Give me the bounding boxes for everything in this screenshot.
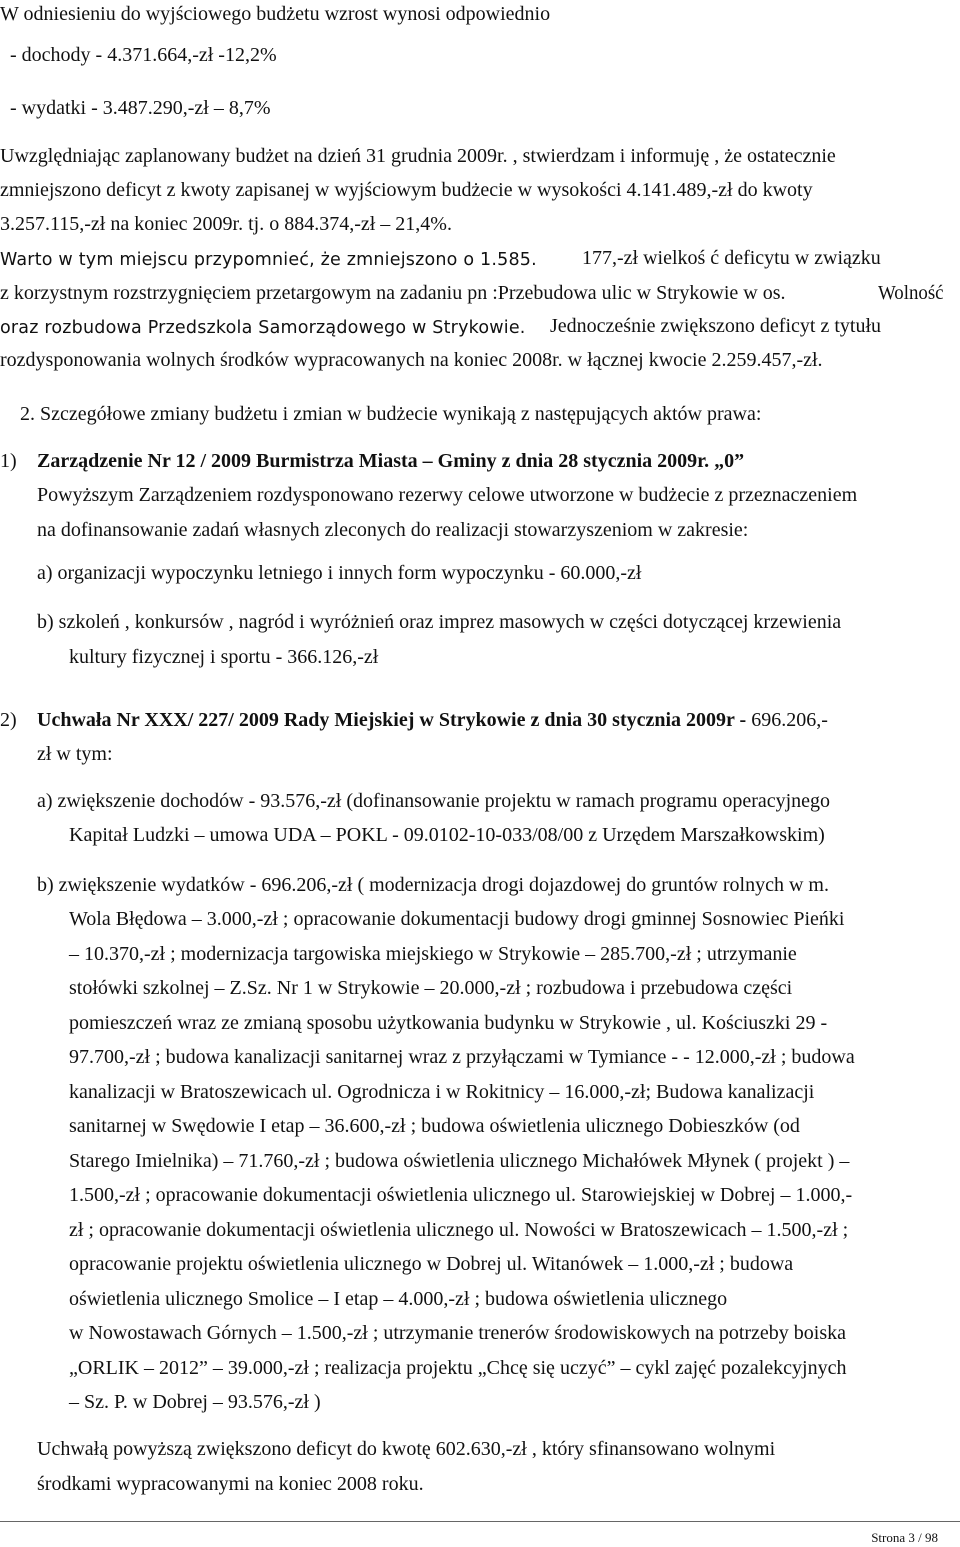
text-line: - wydatki - 3.487.290,-zł – 8,7% <box>10 97 271 119</box>
text-line: w Nowostawach Górnych – 1.500,-zł ; utrzymanie trenerów środowiskowych na potrzeby boiska <box>69 1322 847 1344</box>
footer-divider <box>0 1521 960 1522</box>
text-line: 3.257.115,-zł na koniec 2009r. tj. o 884.374,-zł – 21,4%. <box>0 213 452 235</box>
text-line: Wola Błędowa – 3.000,-zł ; opracowanie dokumentacji budowy drogi gminnej Sosnowiec Pieńki <box>69 908 845 930</box>
text-line: Uchwałą powyższą zwiększono deficyt do kwotę 602.630,-zł , który sfinansowano wolnymi <box>37 1438 776 1460</box>
text-line: zmniejszono deficyt z kwoty zapisanej w wyjściowym budżecie w wysokości 4.141.489,-zł do kwoty <box>0 179 813 201</box>
section-heading: Zarządzenie Nr 12 / 2009 Burmistrza Miasta – Gminy z dnia 28 stycznia 2009r. „0” <box>37 450 745 472</box>
text-line: Jednocześnie zwiększono deficyt z tytułu <box>550 315 881 337</box>
list-number: 1) <box>0 450 17 472</box>
text-line: na dofinansowanie zadań własnych zleconych do realizacji stowarzyszeniom w zakresie: <box>37 519 749 541</box>
list-item: b) zwiększenie wydatków - 696.206,-zł ( modernizacja drogi dojazdowej do gruntów rolnych w m. <box>37 874 829 896</box>
list-item: b) szkoleń , konkursów , nagród i wyróżnień oraz imprez masowych w części dotyczącej krzewienia <box>37 611 842 633</box>
page-number: Strona 3 / 98 <box>871 1530 938 1545</box>
text-line: kultury fizycznej i sportu - 366.126,-zł <box>69 646 379 668</box>
section-heading-line <box>37 708 828 732</box>
text-line: 2. Szczegółowe zmiany budżetu i zmian w budżecie wynikają z następujących aktów prawa: <box>20 403 762 425</box>
text-line: opracowanie projektu oświetlenia ulicznego w Dobrej ul. Witanówek – 1.000,-zł ; budowa <box>69 1253 794 1275</box>
text-line: W odniesieniu do wyjściowego budżetu wzrost wynosi odpowiednio <box>0 3 551 25</box>
text-line: rozdysponowania wolnych środków wypracowanych na koniec 2008r. w łącznej kwocie 2.259.457,-zł. <box>0 349 823 371</box>
text-line: – 10.370,-zł ; modernizacja targowiska miejskiego w Strykowie – 285.700,-zł ; utrzymanie <box>69 943 797 965</box>
list-item: a) organizacji wypoczynku letniego i innych form wypoczynku - 60.000,-zł <box>37 562 642 584</box>
text-line: środkami wypracowanymi na koniec 2008 roku. <box>37 1473 424 1495</box>
text-line: 97.700,-zł ; budowa kanalizacji sanitarnej wraz z przyłączami w Tymiance - - 12.000,-zł ; budowa <box>69 1046 855 1068</box>
list-number: 2) <box>0 709 17 731</box>
text-line: zł w tym: <box>37 743 113 765</box>
text-line: Wolność <box>878 282 944 304</box>
text-line: „ORLIK – 2012” – 39.000,-zł ; realizacja projektu „Chcę się uczyć” – cykl zajęć pozalekcyjnych <box>69 1357 847 1379</box>
text-line: oświetlenia ulicznego Smolice – I etap – 4.000,-zł ; budowa oświetlenia ulicznego <box>69 1288 728 1310</box>
text-line: Powyższym Zarządzeniem rozdysponowano rezerwy celowe utworzone w budżecie z przeznaczeniem <box>37 484 858 506</box>
text-line: pomieszczeń wraz ze zmianą sposobu użytkowania budynku w Strykowie , ul. Kościuszki 29 - <box>69 1012 828 1034</box>
text-line: stołówki szkolnej – Z.Sz. Nr 1 w Strykowie – 20.000,-zł ; rozbudowa i przebudowa części <box>69 977 793 999</box>
section-heading: Uchwała Nr XXX/ 227/ 2009 Rady Miejskiej w Strykowie z dnia 30 stycznia 2009r - <box>37 709 747 731</box>
text-line: kanalizacji w Bratoszewicach ul. Ogrodnicza i w Rokitnicy – 16.000,-zł; Budowa kanalizacji <box>69 1081 815 1103</box>
text-line: 1.500,-zł ; opracowanie dokumentacji oświetlenia ulicznego ul. Starowiejskiej w Dobrej – 1.000,- <box>69 1184 853 1206</box>
text-line: Kapitał Ludzki – umowa UDA – POKL - 09.0102-10-033/08/00 z Urzędem Marszałkowskim) <box>69 824 825 846</box>
text-line: – Sz. P. w Dobrej – 93.576,-zł ) <box>69 1391 321 1413</box>
text-line: z korzystnym rozstrzygnięciem przetargowym na zadaniu pn :Przebudowa ulic w Strykowie w os. <box>0 282 786 304</box>
text-line: Uwzględniając zaplanowany budżet na dzień 31 grudnia 2009r. , stwierdzam i informuję , że ostatecznie <box>0 145 836 167</box>
text-line: Starego Imielnika) – 71.760,-zł ; budowa oświetlenia ulicznego Michałówek Młynek ( projekt ) – <box>69 1150 850 1172</box>
text-line: Warto w tym miejscu przypomnieć, że zmniejszono o 1.585. <box>0 250 537 270</box>
text-line: zł ; opracowanie dokumentacji oświetlenia ulicznego ul. Nowości w Bratoszewicach – 1.500,-zł ; <box>69 1219 849 1241</box>
text-line: - dochody - 4.371.664,-zł -12,2% <box>10 44 277 66</box>
amount-text: 696.206,- <box>746 709 828 731</box>
list-item: a) zwiększenie dochodów - 93.576,-zł (dofinansowanie projektu w ramach programu operacyjnego <box>37 790 831 812</box>
text-line: 177,-zł wielkoś ć deficytu w związku <box>582 247 881 269</box>
text-line: oraz rozbudowa Przedszkola Samorządowego w Strykowie. <box>0 318 526 338</box>
text-line: sanitarnej w Swędowie I etap – 36.600,-zł ; budowa oświetlenia ulicznego Dobieszków (od <box>69 1115 800 1137</box>
